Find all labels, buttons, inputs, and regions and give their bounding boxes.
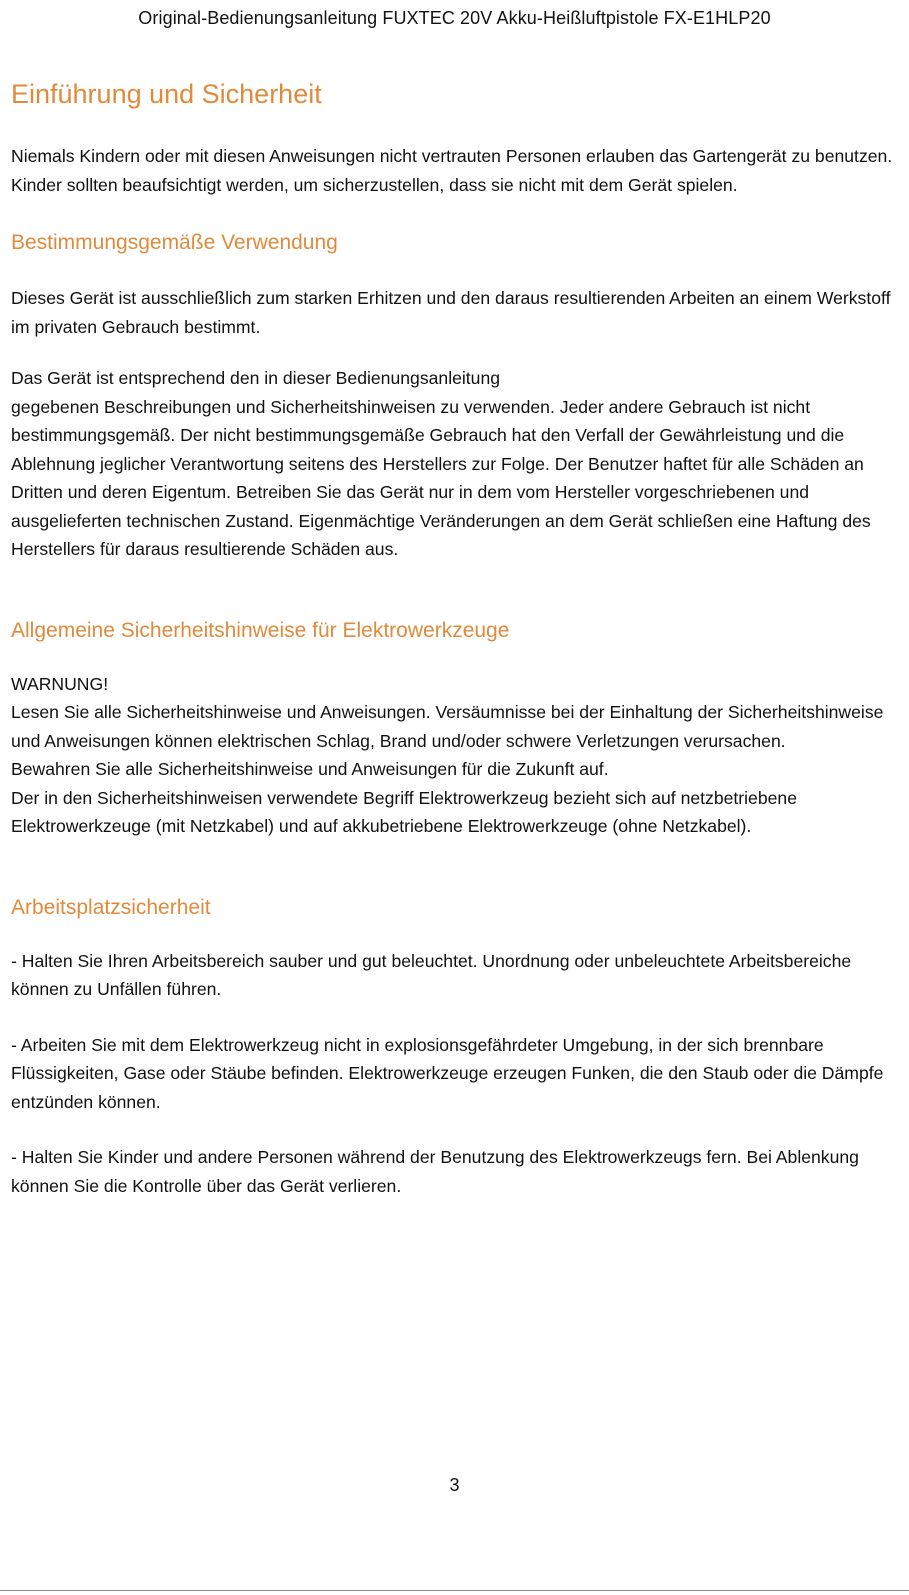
spacer xyxy=(11,258,903,284)
section-heading-intended-use: Bestimmungsgemäße Verwendung xyxy=(11,231,338,254)
spacer xyxy=(11,564,903,616)
spacer xyxy=(11,114,903,142)
page-bottom-divider xyxy=(0,1590,909,1591)
intended-use-paragraph-2-line-1: Das Gerät ist entsprechend den in dieser Bedienungsanleitung xyxy=(11,368,501,388)
intro-paragraph: Niemals Kindern oder mit diesen Anweisungen nicht vertrauten Personen erlauben das Gartengerät zu benutzen. Kinder sollten beaufsichtigt werden, um sicherzustellen, dass sie nicht mit dem Gerät spielen. xyxy=(11,146,893,195)
general-safety-line-3: Der in den Sicherheitshinweisen verwendete Begriff Elektrowerkzeug bezieht sich auf netzbetriebene Elektrowerkzeuge (mit Netzkabel) und auf akkubetriebene Elektrowerkzeuge (ohne Netzkabel). xyxy=(11,787,797,836)
intended-use-paragraph-1: Dieses Gerät ist ausschließlich zum starken Erhitzen und den daraus resultierenden Arbeiten an einem Werkstoff im privaten Gebrauch bestimmt. xyxy=(11,288,891,337)
spacer xyxy=(11,1004,903,1031)
spacer xyxy=(11,199,903,228)
page-number: 3 xyxy=(449,1475,460,1495)
spacer xyxy=(11,341,903,364)
spacer xyxy=(11,841,903,893)
page-content xyxy=(11,74,903,1200)
section-heading-workplace-safety: Arbeitsplatzsicherheit xyxy=(11,895,211,919)
workplace-item: - Halten Sie Kinder und andere Personen während der Benutzung des Elektrowerkzeugs fern. Bei Ablenkung können Sie die Kontrolle über das Gerät verlieren. xyxy=(11,1147,859,1196)
section-title-intro: Einführung und Sicherheit xyxy=(11,79,322,109)
workplace-item: - Halten Sie Ihren Arbeitsbereich sauber und gut beleuchtet. Unordnung oder unbeleuchtete Arbeitsbereiche können zu Unfällen führen. xyxy=(11,950,852,999)
intended-use-paragraph-2: gegebenen Beschreibungen und Sicherheitshinweisen zu verwenden. Jeder andere Gebrauch ist nicht bestimmungsgemäß. Der nicht bestimmungsgemäße Gebrauch hat den Verfall der Gewährleistung und die Ablehnung jeglicher Verantwortung seitens des Herstellers zur Folge. Der Benutzer haftet für alle Schäden an Dritten und deren Eigentum. Betreiben Sie das Gerät nur in dem vom Hersteller vorgeschriebenen und ausgelieferten technischen Zustand. Eigenmächtige Veränderungen an dem Gerät schließen eine Haftung des Herstellers für daraus resultierende Schäden aus. xyxy=(11,396,871,559)
section-heading-general-safety: Allgemeine Sicherheitshinweise für Elektrowerkzeuge xyxy=(11,618,510,642)
warning-label: WARNUNG! xyxy=(11,673,109,694)
spacer xyxy=(11,646,903,670)
spacer xyxy=(11,923,903,947)
workplace-item: - Arbeiten Sie mit dem Elektrowerkzeug nicht in explosionsgefährdeter Umgebung, in der sich brennbare Flüssigkeiten, Gase oder Stäube befinden. Elektrowerkzeuge erzeugen Funken, die den Staub oder die Dämpfe entzünden können. xyxy=(11,1034,884,1112)
general-safety-line-1: Lesen Sie alle Sicherheitshinweise und Anweisungen. Versäumnisse bei der Einhaltung der Sicherheitshinweise und Anweisungen können elektrischen Schlag, Brand und/oder schwere Verletzungen verursachen. xyxy=(11,702,884,751)
general-safety-line-2: Bewahren Sie alle Sicherheitshinweise und Anweisungen für die Zukunft auf. xyxy=(11,759,609,779)
running-header: Original-Bedienungsanleitung FUXTEC 20V Akku-Heißluftpistole FX-E1HLP20 xyxy=(138,8,771,28)
spacer xyxy=(11,1116,903,1143)
